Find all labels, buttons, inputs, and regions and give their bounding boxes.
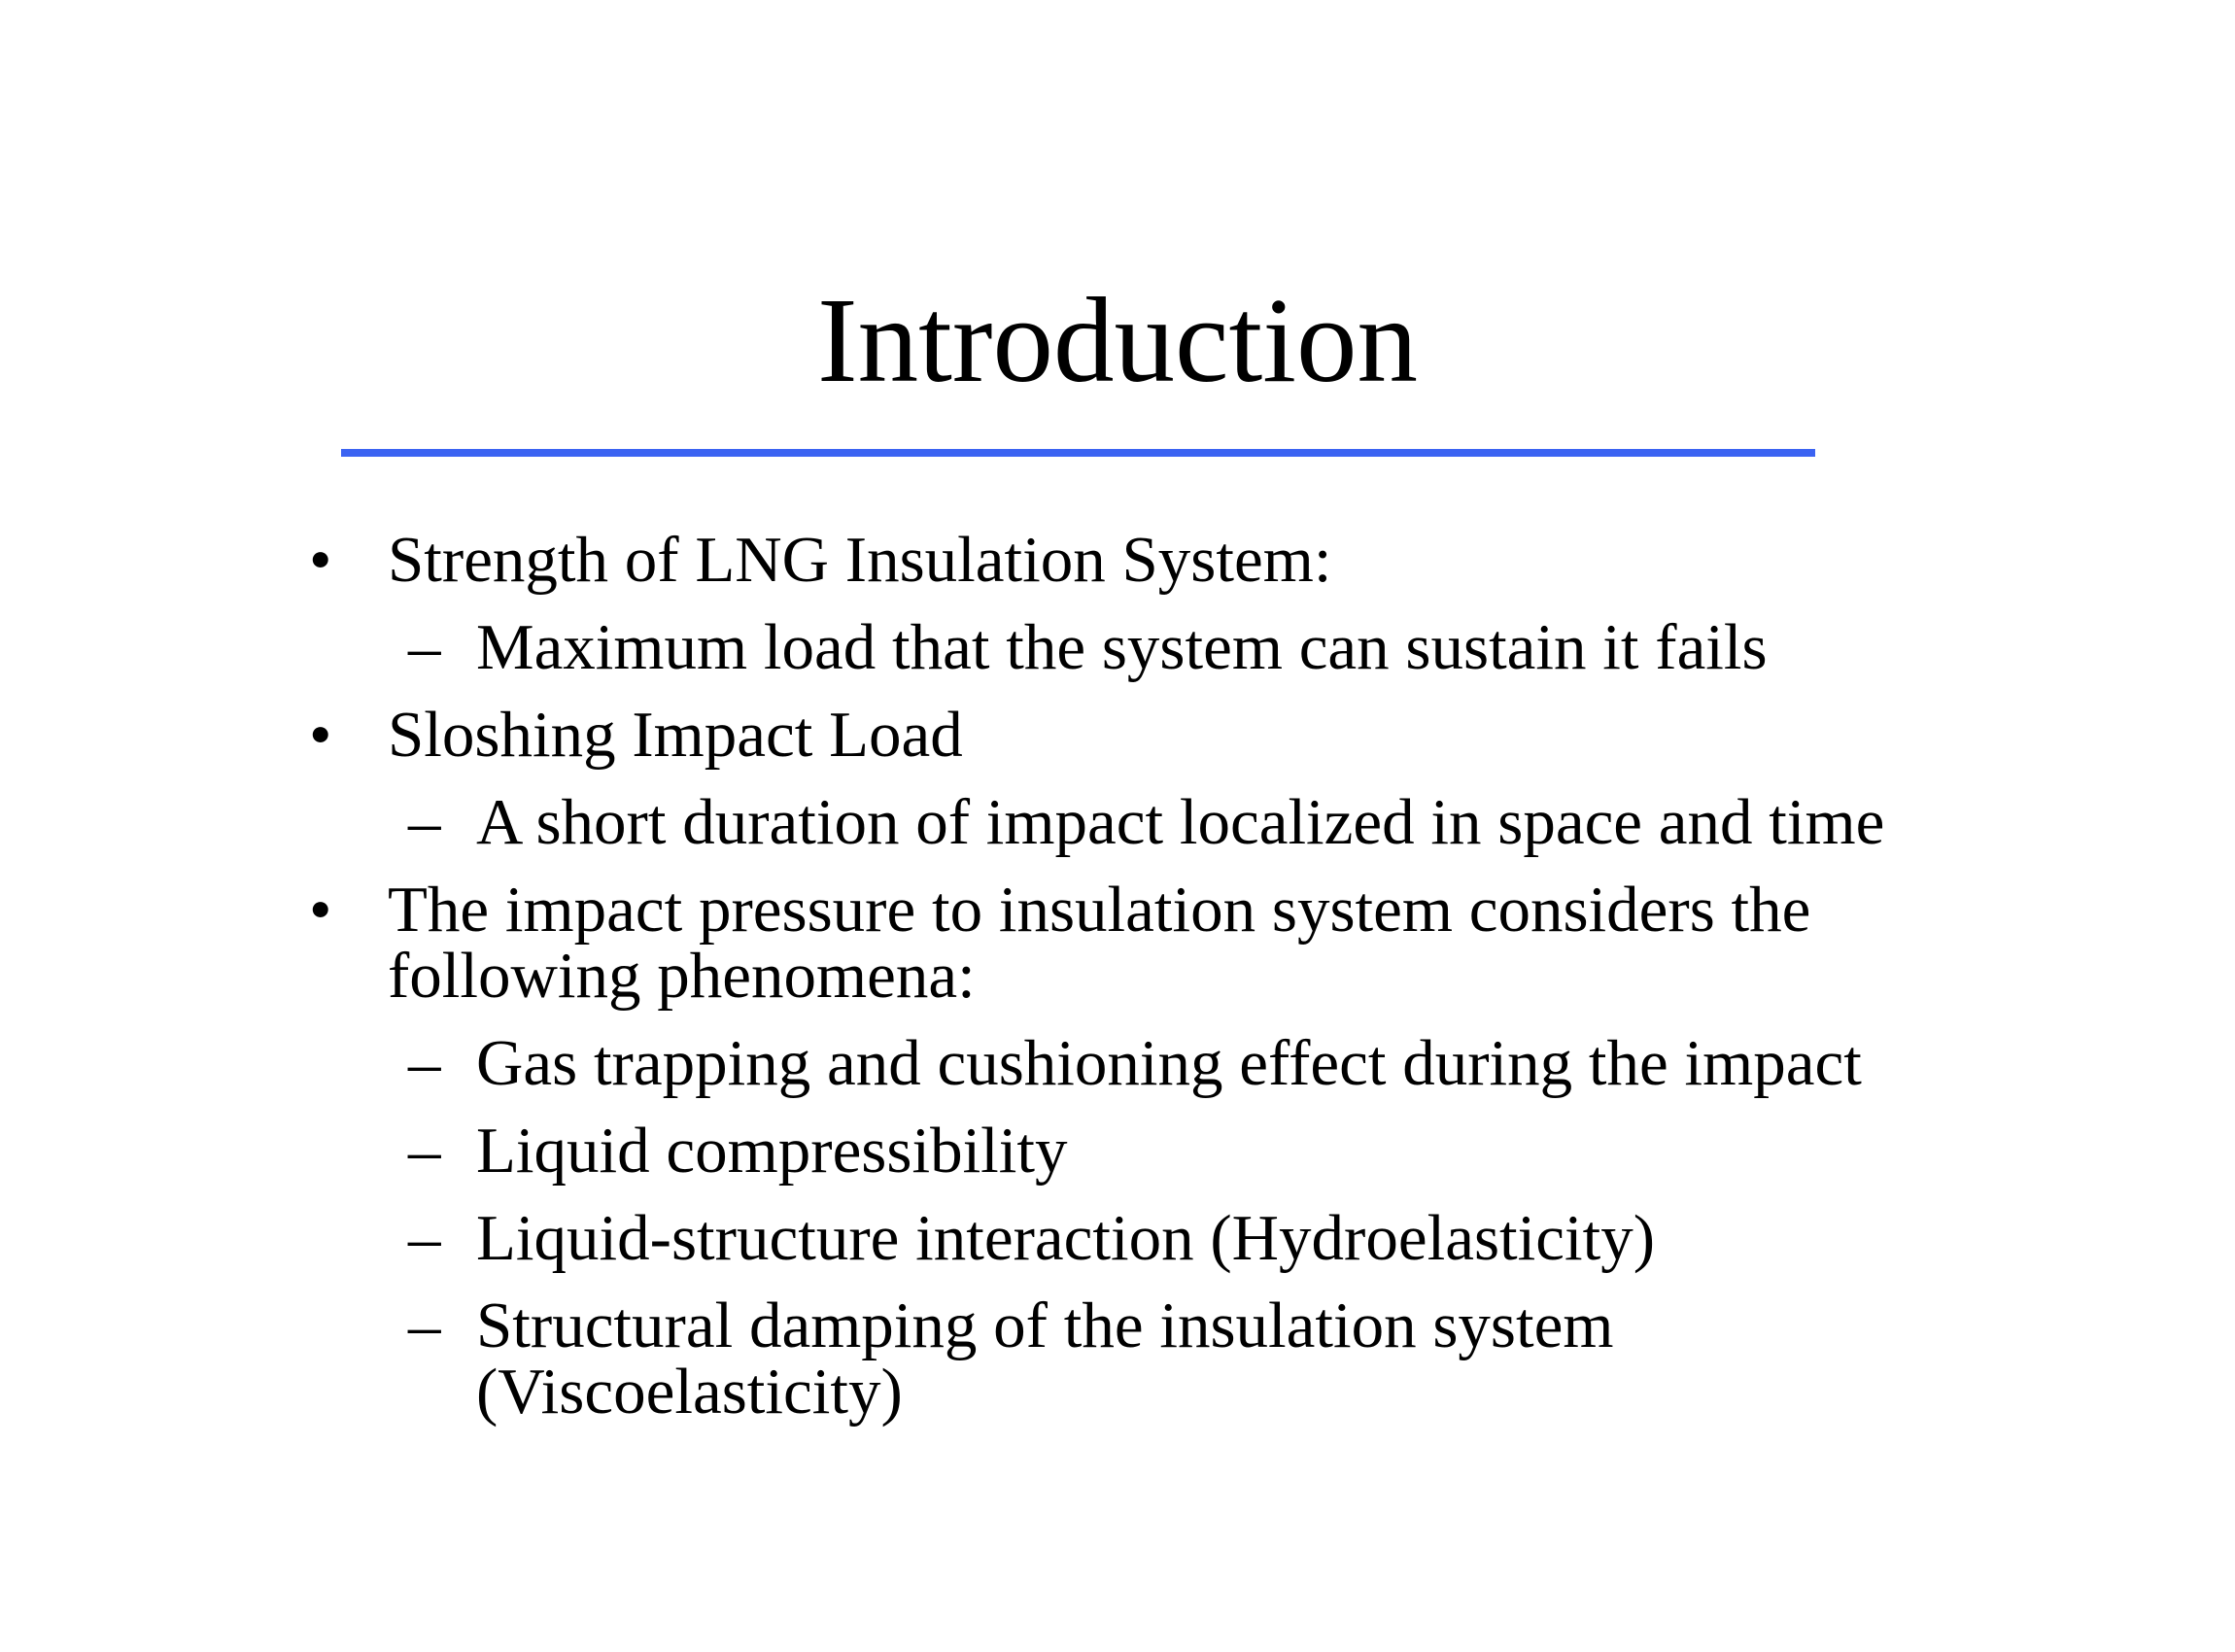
bullet-item [408,786,1924,858]
bullet-text: Sloshing Impact Load [388,699,963,771]
bullet-icon: • [309,874,332,946]
bullet-text: Maximum load that the system can sustain it fails [476,611,1768,683]
slide-title: Introduction [817,274,1418,408]
bullet-text: A short duration of impact localized in space and time [476,786,1885,858]
bullet-item [408,1290,1924,1428]
bullet-icon: • [309,524,332,596]
bullet-text: Liquid-structure interaction (Hydroelasticity) [476,1202,1656,1274]
dash-icon: – [408,1202,441,1274]
dash-icon: – [408,1027,441,1099]
bullet-text: The impact pressure to insulation system considers the following phenomena: [388,874,1811,1012]
bullet-item [408,611,1924,683]
bullet-item [309,874,1924,1012]
bullet-item [408,1027,1924,1099]
title-underline-rule [341,449,1815,457]
bullet-item [309,699,1924,771]
dash-icon: – [408,1290,441,1361]
bullet-text: Strength of LNG Insulation System: [388,524,1332,596]
bullet-text: Structural damping of the insulation system (Viscoelasticity) [476,1290,1614,1428]
bullet-item [309,524,1924,596]
bullet-item [408,1202,1924,1274]
bullet-text: Gas trapping and cushioning effect during the impact [476,1027,1862,1099]
dash-icon: – [408,786,441,858]
bullet-icon: • [309,699,332,771]
bullet-item [408,1115,1924,1187]
dash-icon: – [408,611,441,683]
bullet-list [309,524,1924,1446]
dash-icon: – [408,1115,441,1187]
bullet-text: Liquid compressibility [476,1115,1068,1187]
